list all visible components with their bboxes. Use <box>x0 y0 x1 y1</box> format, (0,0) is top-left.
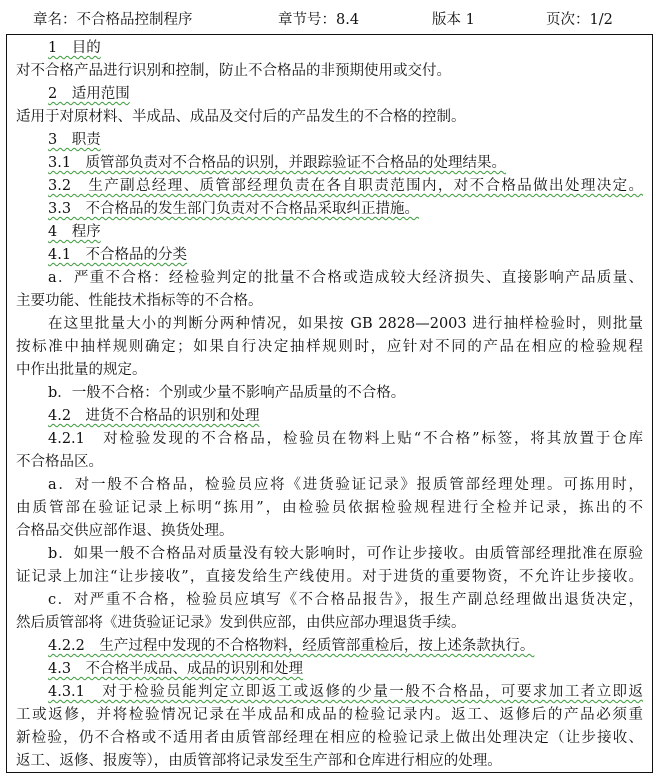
section-heading <box>48 83 643 106</box>
section-heading <box>48 37 643 60</box>
chapter-name: 章名：不合格品控制程序 <box>33 12 193 28</box>
body-line <box>16 612 643 635</box>
section-number: 章节号：8.4 <box>278 12 360 28</box>
version: 版本 1 <box>432 12 475 28</box>
line-text: 按标准中抽样规则确定；如果自行决定抽样规则时，应针对不同的产品在相应的检验规程 <box>16 339 643 355</box>
section-heading <box>48 152 643 175</box>
body-line <box>16 290 643 313</box>
body-line <box>48 313 643 336</box>
section-heading <box>48 198 643 221</box>
section-heading <box>48 221 643 244</box>
body-line <box>48 382 643 405</box>
body-line <box>48 543 643 566</box>
section-heading <box>48 175 643 198</box>
line-text: 在这里批量大小的判断分两种情况，如果按 GB 2828—2003 进行抽样检验时，则批量 <box>48 316 643 332</box>
body-line <box>48 474 643 497</box>
line-text: 新检验，仍不合格或不适用者由质管部经理在相应的检验记录上做出处理决定（让步接收、 <box>16 730 643 746</box>
line-text: 4 程序 <box>48 224 101 240</box>
line-text: 3.3 不合格品的发生部门负责对不合格品采取纠正措施。 <box>48 201 420 217</box>
line-text: 中作出批量的规定。 <box>16 362 147 378</box>
line-text: 1 目的 <box>48 40 101 56</box>
body-line <box>16 60 643 83</box>
body-line <box>48 428 643 451</box>
body-line <box>16 520 643 543</box>
line-text: 适用于对原材料、半成品、成品及交付后的产品发生的不合格的控制。 <box>16 109 466 125</box>
body-line <box>16 566 643 589</box>
document-body <box>6 34 653 773</box>
body-line <box>16 106 643 129</box>
line-text: 合格品交供应部作退、换货处理。 <box>16 523 234 539</box>
line-text: 证记录上加注“让步接收”，直接发给生产线使用。对于进货的重要物资，不允许让步接收。 <box>16 569 643 585</box>
section-heading <box>48 244 643 267</box>
section-heading <box>48 658 643 681</box>
line-text: 4.2.2 生产过程中发现的不合格物料，经质管部重检后，按上述条款执行。 <box>48 638 535 654</box>
line-text: 不合格品区。 <box>16 454 103 470</box>
body-line <box>16 750 643 773</box>
body-line <box>16 336 643 359</box>
section-heading <box>48 129 643 152</box>
body-line <box>16 497 643 520</box>
body-line <box>16 359 643 382</box>
line-text: 4.3 不合格半成品、成品的识别和处理 <box>48 661 304 677</box>
section-heading <box>48 635 643 658</box>
line-text: 4.3.1 对于检验员能判定立即返工或返修的少量一般不合格品，可要求加工者立即返 <box>48 684 643 700</box>
line-text: 4.2.1 对检验发现的不合格品，检验员在物料上贴“不合格”标签，将其放置于仓库 <box>48 431 643 447</box>
line-text: 然后质管部将《进货验证记录》发到供应部，由供应部办理退货手续。 <box>16 615 466 631</box>
section-heading <box>48 405 643 428</box>
section-heading <box>48 681 643 704</box>
line-text: 4.2 进货不合格品的识别和处理 <box>48 408 260 424</box>
line-text: a．对一般不合格品，检验员应将《进货验证记录》报质管部经理处理。可拣用时， <box>48 477 643 493</box>
body-line <box>48 589 643 612</box>
line-text: 3.1 质管部负责对不合格品的识别，并跟踪验证不合格品的处理结果。 <box>48 155 507 171</box>
body-line <box>16 727 643 750</box>
line-text: 3 职责 <box>48 132 101 148</box>
page-number: 页次：1/2 <box>546 12 613 28</box>
body-line <box>16 451 643 474</box>
line-text: 工或返修，并将检验情况记录在半成品和成品的检验记录内。返工、返修后的产品必须重 <box>16 707 643 723</box>
line-text: b．如果一般不合格品对质量没有较大影响时，可作让步接收。由质管部经理批准在原验 <box>48 546 643 562</box>
line-text: 4.1 不合格品的分类 <box>48 247 188 263</box>
line-text: 返工、返修、报废等），由质管部将记录发至生产部和仓库进行相应的处理。 <box>16 753 502 769</box>
body-line <box>16 704 643 727</box>
line-text: c．对严重不合格，检验员应填写《不合格品报告》，报生产副总经理做出退货决定， <box>48 592 643 608</box>
line-text: 2 适用范围 <box>48 86 130 102</box>
line-text: a．严重不合格：经检验判定的批量不合格或造成较大经济损失、直接影响产品质量、 <box>48 270 643 286</box>
line-text: 主要功能、性能技术指标等的不合格。 <box>16 293 263 309</box>
line-text: b．一般不合格：个别或少量不影响产品质量的不合格。 <box>48 385 406 401</box>
line-text: 对不合格产品进行识别和控制，防止不合格品的非预期使用或交付。 <box>16 63 451 79</box>
body-line <box>48 267 643 290</box>
line-text: 3.2 生产副总经理、质管部经理负责在各自职责范围内，对不合格品做出处理决定。 <box>48 178 643 194</box>
line-text: 由质管部在验证记录上标明“拣用”，由检验员依据检验规程进行全检并记录，拣出的不 <box>16 500 643 516</box>
